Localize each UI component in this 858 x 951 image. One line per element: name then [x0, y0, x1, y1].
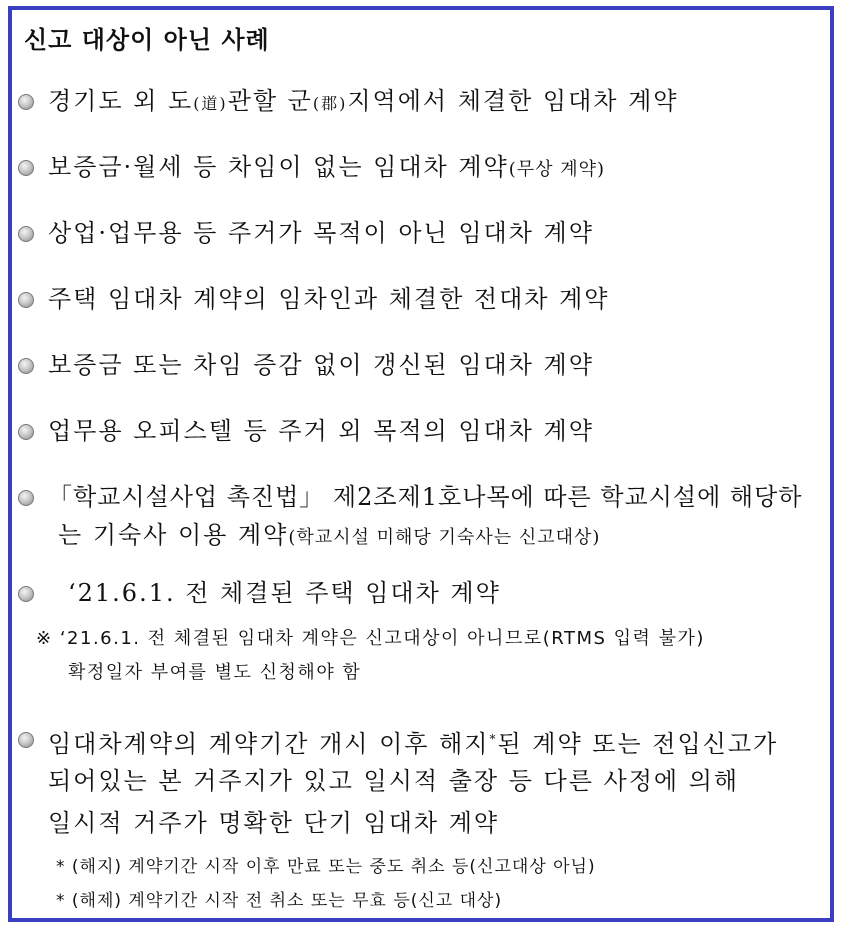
bullet-icon	[18, 490, 34, 506]
list-item-text: 보증금·월세 등 차임이 없는 임대차 계약(무상 계약)	[48, 153, 606, 181]
footnote: * (해지) 계약기간 시작 이후 만료 또는 중도 취소 등(신고대상 아님)	[56, 857, 596, 877]
bullet-icon	[18, 160, 34, 176]
footnote: * (해제) 계약기간 시작 전 취소 또는 무효 등(신고 대상)	[56, 891, 503, 911]
list-item-text: 는 기숙사 이용 계약(학교시설 미해당 기숙사는 신고대상)	[58, 521, 601, 549]
bullet-icon	[18, 732, 34, 748]
bullet-icon	[18, 292, 34, 308]
list-item-text: 경기도 외 도(道)관할 군(郡)지역에서 체결한 임대차 계약	[48, 87, 679, 115]
list-item-text: 주택 임대차 계약의 임차인과 체결한 전대차 계약	[48, 285, 610, 313]
list-item-text: ‘21.6.1. 전 체결된 주택 임대차 계약	[68, 579, 501, 607]
note-line: ※ ‘21.6.1. 전 체결된 임대차 계약은 신고대상이 아니므로(RTMS 입력 불가)	[36, 628, 705, 649]
bullet-icon	[18, 424, 34, 440]
bullet-icon	[18, 94, 34, 110]
list-item-text: 임대차계약의 계약기간 개시 이후 해지*된 계약 또는 전입신고가	[48, 730, 779, 758]
bullet-icon	[18, 586, 34, 602]
list-item-text: 상업·업무용 등 주거가 목적이 아닌 임대차 계약	[48, 219, 594, 247]
list-item-text: 「학교시설사업 촉진법」 제2조제1호나목에 따른 학교시설에 해당하	[48, 483, 803, 511]
section-title: 신고 대상이 아닌 사례	[24, 26, 270, 54]
bullet-icon	[18, 226, 34, 242]
list-item-text: 보증금 또는 차임 증감 없이 갱신된 임대차 계약	[48, 351, 594, 379]
list-item-text: 되어있는 본 거주지가 있고 일시적 출장 등 다른 사정에 의해	[48, 767, 740, 795]
list-item-text: 일시적 거주가 명확한 단기 임대차 계약	[48, 809, 500, 837]
list-item-text: 업무용 오피스텔 등 주거 외 목적의 임대차 계약	[48, 417, 594, 445]
note-line: 확정일자 부여를 별도 신청해야 함	[68, 662, 362, 683]
content-box	[8, 6, 834, 922]
bullet-icon	[18, 358, 34, 374]
